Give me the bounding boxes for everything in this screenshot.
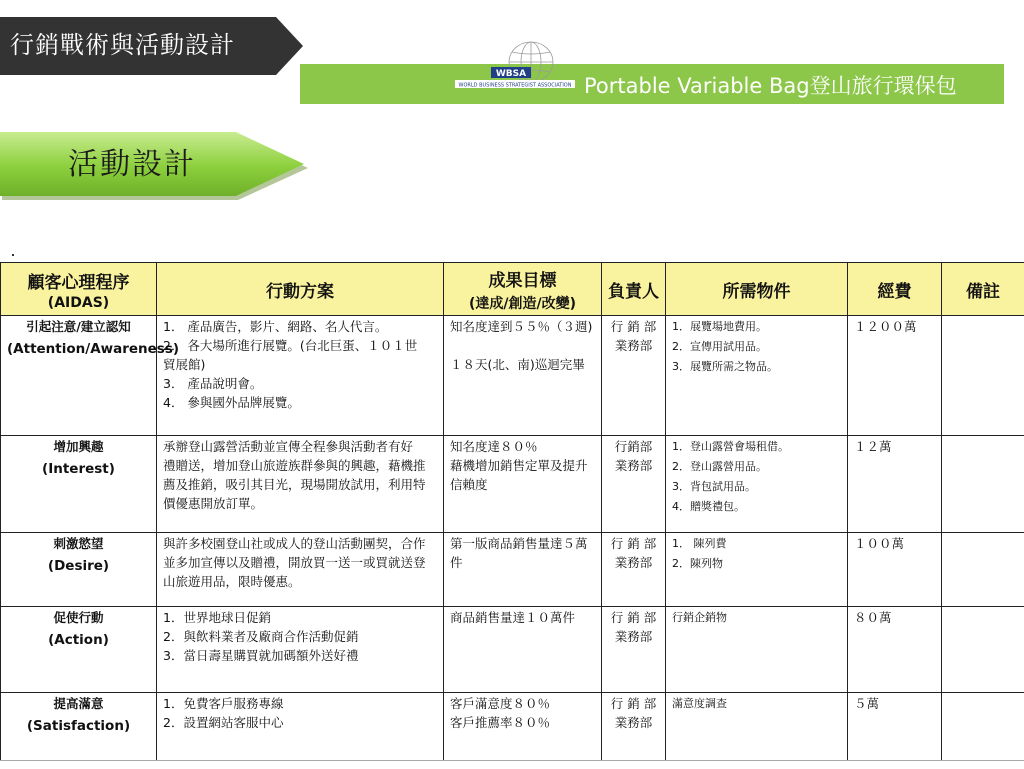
action-line: 2．設置網站客服中心 <box>163 713 437 732</box>
item-line: 2．宣傳用試用品。 <box>672 337 841 357</box>
header-goal: 成果目標 (達成/創造/改變) <box>444 263 602 316</box>
wbsa-logo <box>453 40 577 92</box>
items-cell <box>666 436 848 533</box>
table-row <box>1 533 1024 607</box>
stage-cell <box>1 436 157 533</box>
table-row <box>1 436 1024 533</box>
item-line: 1．登山露營會場租借。 <box>672 437 841 457</box>
header-action: 行動方案 <box>157 263 444 316</box>
stage-name: 增加興趣 <box>53 439 103 454</box>
budget-cell: １２萬 <box>848 436 942 533</box>
item-line: 3．展覽所需之物品。 <box>672 357 841 377</box>
header-budget: 經費 <box>848 263 942 316</box>
goal-line: 知名度達８０％ <box>450 437 595 456</box>
owner-cell <box>602 436 666 533</box>
item-line: 4．贈獎禮包。 <box>672 497 841 517</box>
owner-cell <box>602 693 666 765</box>
note-cell <box>942 607 1024 693</box>
action-cell <box>157 693 444 765</box>
stage-name-en: (Attention/Awareness) <box>7 340 150 359</box>
goal-cell <box>444 533 602 607</box>
owner-cell <box>602 607 666 693</box>
action-line: 3．當日壽星購買就加碼額外送好禮 <box>163 646 437 665</box>
table-row <box>1 316 1024 436</box>
item-line: 2．登山露營用品。 <box>672 457 841 477</box>
stage-name: 引起注意/建立認知 <box>26 319 131 334</box>
owner-line: 行 銷 部 <box>608 694 659 713</box>
action-line: 並多加宣傳以及贈禮，開放買一送一或買就送登 <box>163 553 437 572</box>
action-line: 2．與飲料業者及廠商合作活動促銷 <box>163 627 437 646</box>
table-row <box>1 693 1024 765</box>
action-line: 2． 各大場所進行展覽。(台北巨蛋、１０１世 <box>163 336 437 355</box>
action-line: 與許多校園登山社或成人的登山活動團契，合作 <box>163 534 437 553</box>
table-row <box>1 607 1024 693</box>
page-title: 行銷戰術與活動設計 <box>10 30 235 60</box>
owner-line: 業務部 <box>608 456 659 475</box>
stage-cell <box>1 533 157 607</box>
owner-line: 業務部 <box>608 553 659 572</box>
stage-name: 提高滿意 <box>53 696 103 711</box>
items-cell <box>666 693 848 765</box>
header-owner: 負責人 <box>602 263 666 316</box>
stage-name: 促使行動 <box>53 610 103 625</box>
item-line: 1．展覽場地費用。 <box>672 317 841 337</box>
action-line: 1． 產品廣告，影片、網路、名人代言。 <box>163 317 437 336</box>
action-cell <box>157 533 444 607</box>
owner-line: 業務部 <box>608 336 659 355</box>
owner-cell <box>602 533 666 607</box>
goal-line: 知名度達到５５％（３週) <box>450 317 595 336</box>
action-line: 價優惠開放訂單。 <box>163 494 437 513</box>
owner-line: 行銷部 <box>608 437 659 456</box>
goal-line: 件 <box>450 553 595 572</box>
owner-cell <box>602 316 666 436</box>
stage-cell <box>1 693 157 765</box>
action-line: 3． 產品說明會。 <box>163 374 437 393</box>
header-items: 所需物件 <box>666 263 848 316</box>
action-line: 貿展館) <box>163 355 437 374</box>
goal-line: １８天(北、南)巡迴完畢 <box>450 355 595 374</box>
stage-cell <box>1 607 157 693</box>
item-line: 1． 陳列費 <box>672 534 841 554</box>
stage-name-en: (Action) <box>7 631 150 650</box>
budget-cell: １００萬 <box>848 533 942 607</box>
goal-cell <box>444 436 602 533</box>
owner-line: 業務部 <box>608 713 659 732</box>
goal-line: 客戶滿意度８０％ <box>450 694 595 713</box>
activity-plan-table <box>0 262 1024 765</box>
budget-cell: ５萬 <box>848 693 942 765</box>
goal-line: 商品銷售量達１０萬件 <box>450 608 595 627</box>
action-line: 1．免費客戶服務專線 <box>163 694 437 713</box>
stage-cell <box>1 316 157 436</box>
owner-line: 行 銷 部 <box>608 317 659 336</box>
note-cell <box>942 436 1024 533</box>
goal-cell <box>444 316 602 436</box>
action-cell <box>157 436 444 533</box>
budget-cell: １２００萬 <box>848 316 942 436</box>
action-line: 承辦登山露營活動並宣傳全程參與活動者有好 <box>163 437 437 456</box>
action-line: 薦及推銷，吸引其目光，現場開放試用，利用特 <box>163 475 437 494</box>
goal-cell <box>444 693 602 765</box>
goal-line: 藉機增加銷售定單及提升 <box>450 456 595 475</box>
action-line: 山旅遊用品，限時優惠。 <box>163 572 437 591</box>
table-header-row <box>1 263 1024 316</box>
item-line: 行銷企銷物 <box>672 608 841 628</box>
stage-name: 刺激慾望 <box>53 536 103 551</box>
owner-line: 行 銷 部 <box>608 534 659 553</box>
owner-line: 行 銷 部 <box>608 608 659 627</box>
header-stage: 顧客心理程序 (AIDAS) <box>1 263 157 316</box>
action-line: 4． 參與國外品牌展覽。 <box>163 393 437 412</box>
svg-text:WBSA: WBSA <box>496 69 526 79</box>
stray-dot <box>12 254 14 256</box>
item-line: 3．背包試用品。 <box>672 477 841 497</box>
stage-name-en: (Interest) <box>7 460 150 479</box>
action-cell <box>157 607 444 693</box>
budget-cell: ８０萬 <box>848 607 942 693</box>
header-note: 備註 <box>942 263 1024 316</box>
item-line: 2．陳列物 <box>672 554 841 574</box>
items-cell <box>666 316 848 436</box>
goal-line: 信賴度 <box>450 475 595 494</box>
goal-cell <box>444 607 602 693</box>
items-cell <box>666 607 848 693</box>
action-line: 1．世界地球日促銷 <box>163 608 437 627</box>
items-cell <box>666 533 848 607</box>
section-title: 活動設計 <box>68 147 196 183</box>
note-cell <box>942 533 1024 607</box>
header-subtitle: Portable Variable Bag登山旅行環保包 <box>584 72 957 100</box>
stage-name-en: (Desire) <box>7 557 150 576</box>
item-line: 滿意度調查 <box>672 694 841 714</box>
goal-line: 客戶推薦率８０％ <box>450 713 595 732</box>
goal-line: 第一版商品銷售量達５萬 <box>450 534 595 553</box>
note-cell <box>942 316 1024 436</box>
owner-line: 業務部 <box>608 627 659 646</box>
goal-line <box>450 336 595 355</box>
action-cell <box>157 316 444 436</box>
svg-text:WORLD BUSINESS STRATEGIST ASSO: WORLD BUSINESS STRATEGIST ASSOCIATION <box>459 83 572 89</box>
action-line: 禮贈送，增加登山旅遊族群參與的興趣，藉機推 <box>163 456 437 475</box>
note-cell <box>942 693 1024 765</box>
stage-name-en: (Satisfaction) <box>7 717 150 736</box>
